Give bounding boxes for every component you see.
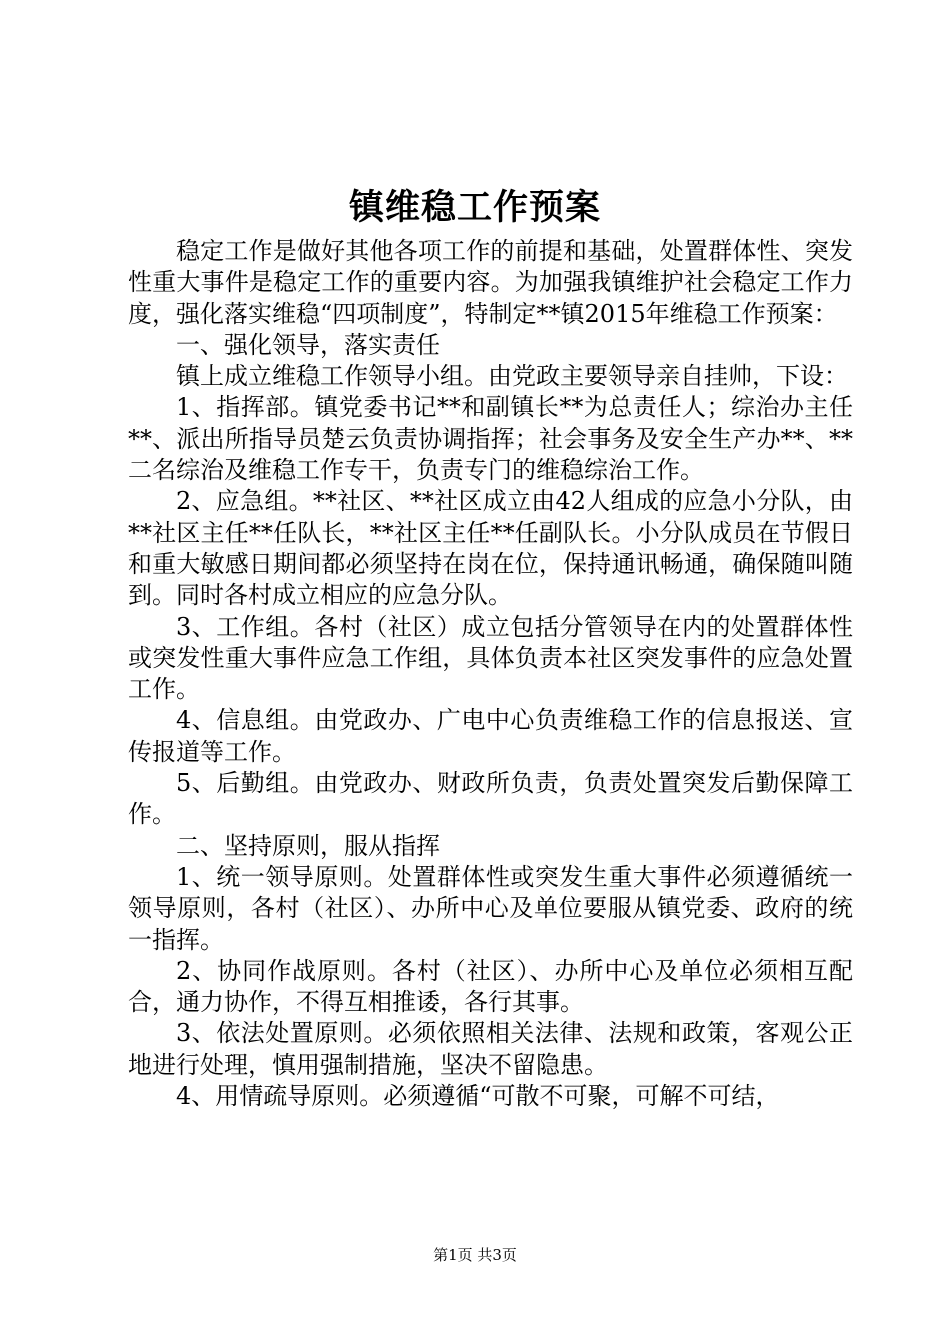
page-footer: 第1页 共3页: [433, 1246, 517, 1264]
list-item: 1、指挥部。镇党委书记**和副镇长**为总责任人；综治办主任**、派出所指导员楚云负责协调指挥；社会事务及安全生产办**、**二名综治及维稳工作专干，负责专门的维稳综治工作。: [128, 393, 853, 485]
list-item: 2、协同作战原则。各村（社区）、办所中心及单位必须相互配合，通力协作，不得互相推诿，各行其事。: [128, 956, 853, 1017]
paragraph: 镇上成立维稳工作领导小组。由党政主要领导亲自挂帅，下设：: [176, 362, 848, 391]
section-heading-1: 一、强化领导，落实责任: [176, 330, 440, 359]
list-item: 1、统一领导原则。处置群体性或突发生重大事件必须遵循统一领导原则，各村（社区）、办所中心及单位要服从镇党委、政府的统一指挥。: [128, 862, 853, 954]
list-item: 4、用情疏导原则。必须遵循“可散不可聚，可解不可结，: [176, 1082, 780, 1111]
list-item: 5、后勤组。由党政办、财政所负责，负责处置突发后勤保障工作。: [128, 769, 853, 829]
list-item: 4、信息组。由党政办、广电中心负责维稳工作的信息报送、宣传报道等工作。: [128, 706, 853, 766]
list-item: 3、依法处置原则。必须依照相关法律、法规和政策，客观公正地进行处理，慎用强制措施，坚决不留隐患。: [128, 1019, 853, 1079]
paragraph-intro: 稳定工作是做好其他各项工作的前提和基础，处置群体性、突发性重大事件是稳定工作的重要内容。为加强我镇维护社会稳定工作力度，强化落实维稳“四项制度”，特制定**镇2015年维稳工作预案：: [128, 237, 853, 328]
list-item: 3、工作组。各村（社区）成立包括分管领导在内的处置群体性或突发性重大事件应急工作组，具体负责本社区突发事件的应急处置工作。: [128, 612, 853, 704]
section-heading-2: 二、坚持原则，服从指挥: [176, 831, 440, 860]
document-title: 镇维稳工作预案: [348, 187, 601, 228]
list-item: 2、应急组。**社区、**社区成立由42人组成的应急小分队，由**社区主任**任队长，**社区主任**任副队长。小分队成员在节假日和重大敏感日期间都必须坚持在岗在位，保持通讯畅通，确保随叫随到。同时各村成立相应的应急分队。: [128, 487, 853, 610]
document-body: [128, 236, 853, 1112]
